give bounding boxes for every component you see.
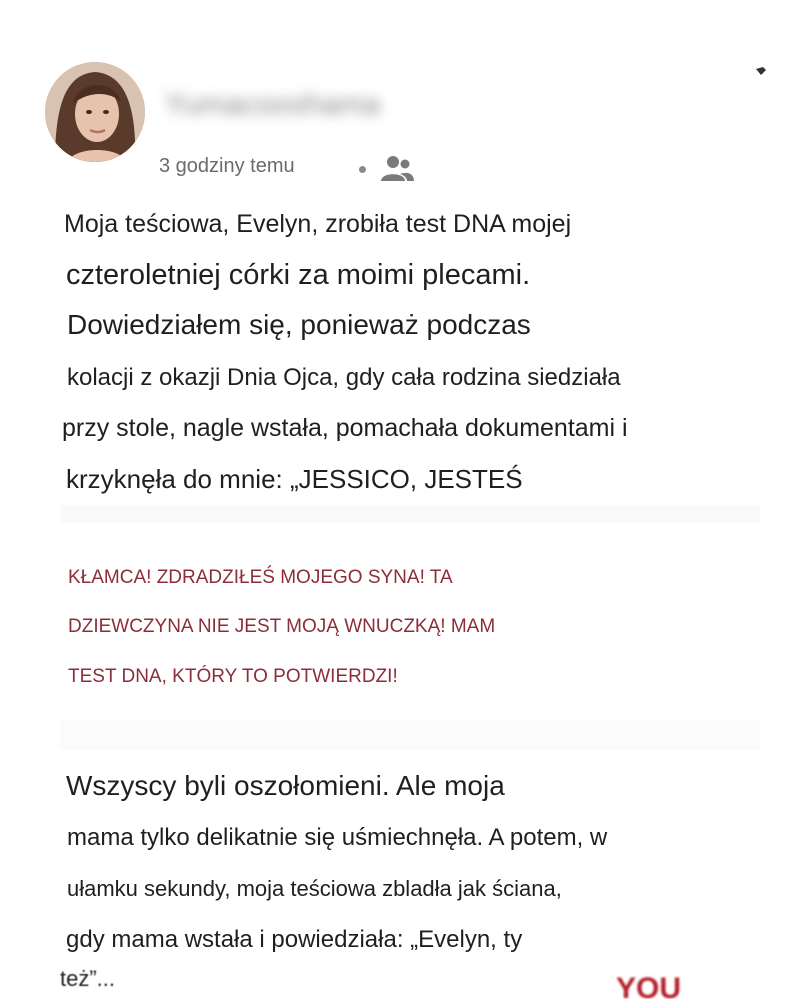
quote-line: TEST DNA, KTÓRY TO POTWIERDZI!: [68, 666, 398, 687]
quote-line: KŁAMCA! ZDRADZIŁEŚ MOJEGO SYNA! TA: [68, 567, 453, 588]
background-noise: [60, 720, 760, 750]
body-line: przy stole, nagle wstała, pomachała dokumentami i: [62, 414, 628, 442]
body-line: gdy mama wstała i powiedziała: „Evelyn, ty: [66, 926, 523, 953]
body-line: czteroletniej córki za moimi plecami.: [66, 259, 531, 291]
trailing-line: [60, 966, 760, 999]
corner-mark-icon: [755, 66, 767, 76]
post-timestamp: 3 godziny temu: [159, 155, 295, 177]
body-line: kolacji z okazji Dnia Ojca, gdy cała rodzina siedziała: [67, 364, 621, 391]
avatar-photo: [45, 62, 145, 162]
body-line: ułamku sekundy, moja teściowa zbladła jak ściana,: [67, 876, 562, 901]
background-noise: [60, 505, 760, 523]
body-line: krzyknęła do mnie: „JESSICO, JESTEŚ: [66, 464, 523, 494]
trailing-text: też”...: [60, 966, 116, 991]
body-line: Dowiedziałem się, ponieważ podczas: [67, 309, 531, 340]
username[interactable]: Yumacooshama: [165, 88, 381, 121]
body-line: Wszyscy byli oszołomieni. Ale moja: [66, 770, 505, 801]
group-icon: [380, 154, 414, 184]
body-line: Moja teściowa, Evelyn, zrobiła test DNA mojej: [64, 210, 572, 238]
avatar[interactable]: [45, 62, 145, 162]
dot-separator: [359, 166, 366, 173]
body-line: mama tylko delikatnie się uśmiechnęła. A potem, w: [67, 824, 608, 851]
overlay-text: YOU: [616, 972, 682, 999]
quote-line: DZIEWCZYNA NIE JEST MOJĄ WNUCZKĄ! MAM: [68, 616, 496, 637]
